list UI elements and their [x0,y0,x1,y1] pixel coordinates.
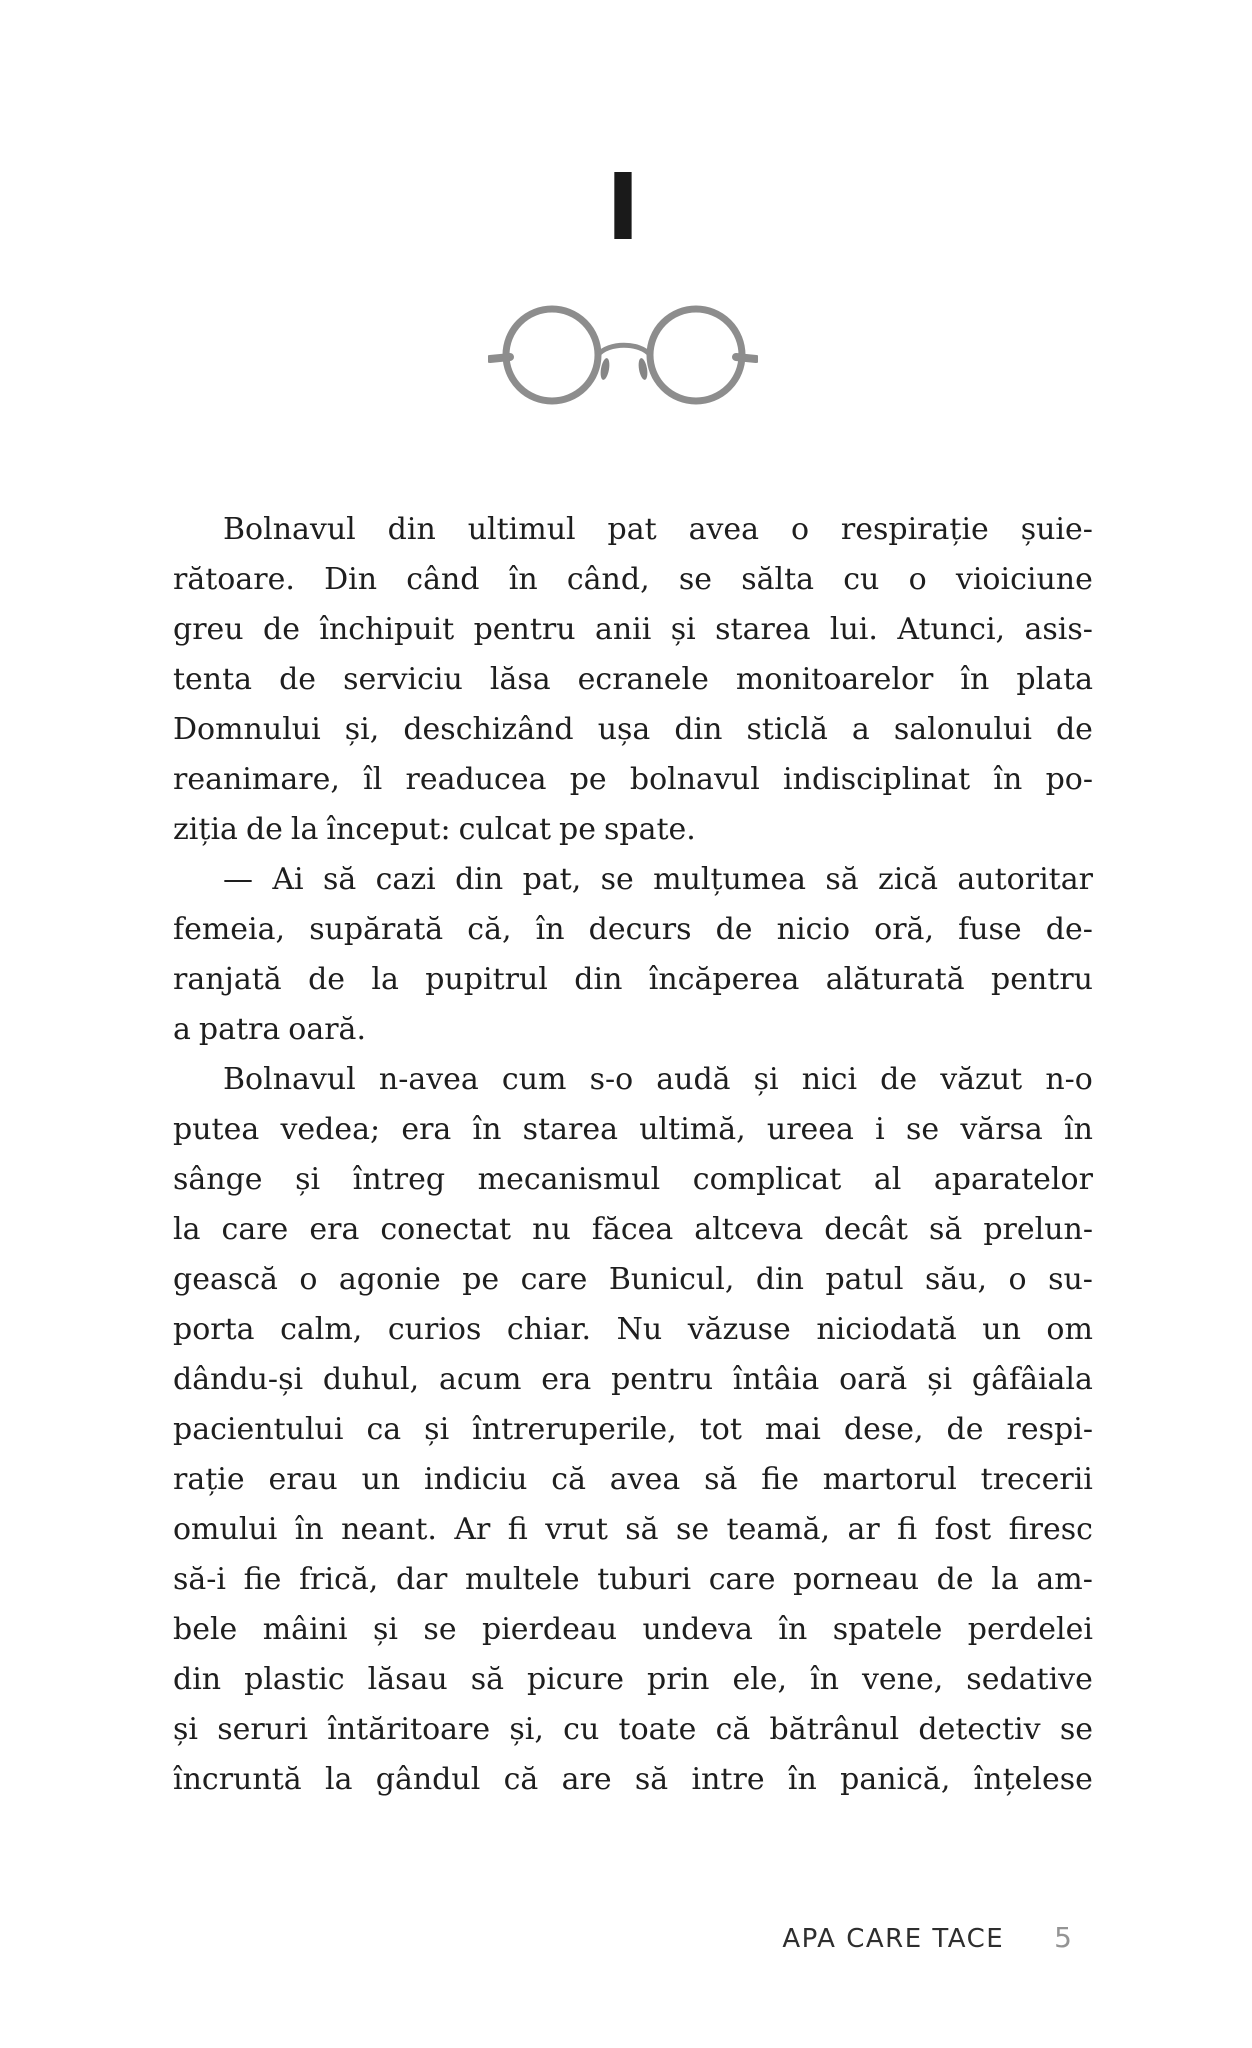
text-line: ranjată de la pupitrul din încăperea alăturată pentru [173,962,1093,997]
page-number: 5 [1054,1921,1072,1954]
text-line: Bolnavul din ultimul pat avea o respirație șuie- [223,512,1093,547]
running-footer [782,1921,1072,1954]
text-line: greu de închipuit pentru anii și starea lui. Atunci, asis- [173,612,1093,647]
text-line: femeia, supărată că, în decurs de nicio oră, fuse de- [173,912,1093,947]
book-title: APA CARE TACE [782,1924,1005,1954]
text-line: încruntă la gândul că are să intre în panică, înțelese [173,1762,1093,1797]
text-line: — Ai să cazi din pat, se mulțumea să zică autoritar [223,862,1093,897]
text-line: gească o agonie pe care Bunicul, din patul său, o su- [173,1262,1093,1297]
text-line: și seruri întăritoare și, cu toate că bătrânul detectiv se [173,1712,1093,1747]
text-line: Domnului și, deschizând ușa din sticlă a salonului de [173,712,1093,747]
text-line: să-i fie frică, dar multele tuburi care porneau de la am- [173,1562,1093,1597]
text-line: omului în neant. Ar fi vrut să se teamă, ar fi fost firesc [173,1512,1093,1547]
text-line: dându-și duhul, acum era pentru întâia oară și gâfâiala [173,1362,1093,1397]
text-line: Bolnavul n-avea cum s-o audă și nici de văzut n-o [223,1062,1093,1097]
text-line: din plastic lăsau să picure prin ele, în vene, sedative [173,1662,1093,1697]
text-line: a patra oară. [173,1012,366,1047]
text-line: sânge și întreg mecanismul complicat al aparatelor [173,1162,1093,1197]
round-glasses-icon [488,303,758,407]
text-line: bele mâini și se pierdeau undeva în spatele perdelei [173,1612,1093,1647]
text-line: tenta de serviciu lăsa ecranele monitoarelor în plata [173,662,1093,697]
text-line: pacientului ca și întreruperile, tot mai dese, de respi- [173,1412,1093,1447]
text-line: rație erau un indiciu că avea să fie martorul trecerii [173,1462,1093,1497]
text-line: rătoare. Din când în când, se sălta cu o vioiciune [173,562,1093,597]
chapter-number: I [605,154,641,261]
body-text [173,505,1093,1805]
text-line: reanimare, îl readucea pe bolnavul indisciplinat în po- [173,762,1093,797]
text-line: putea vedea; era în starea ultimă, ureea i se vărsa în [173,1112,1093,1147]
text-line: porta calm, curios chiar. Nu văzuse niciodată un om [173,1312,1093,1347]
text-line: ziția de la început: culcat pe spate. [173,812,696,847]
text-line: la care era conectat nu făcea altceva decât să prelun- [173,1212,1093,1247]
